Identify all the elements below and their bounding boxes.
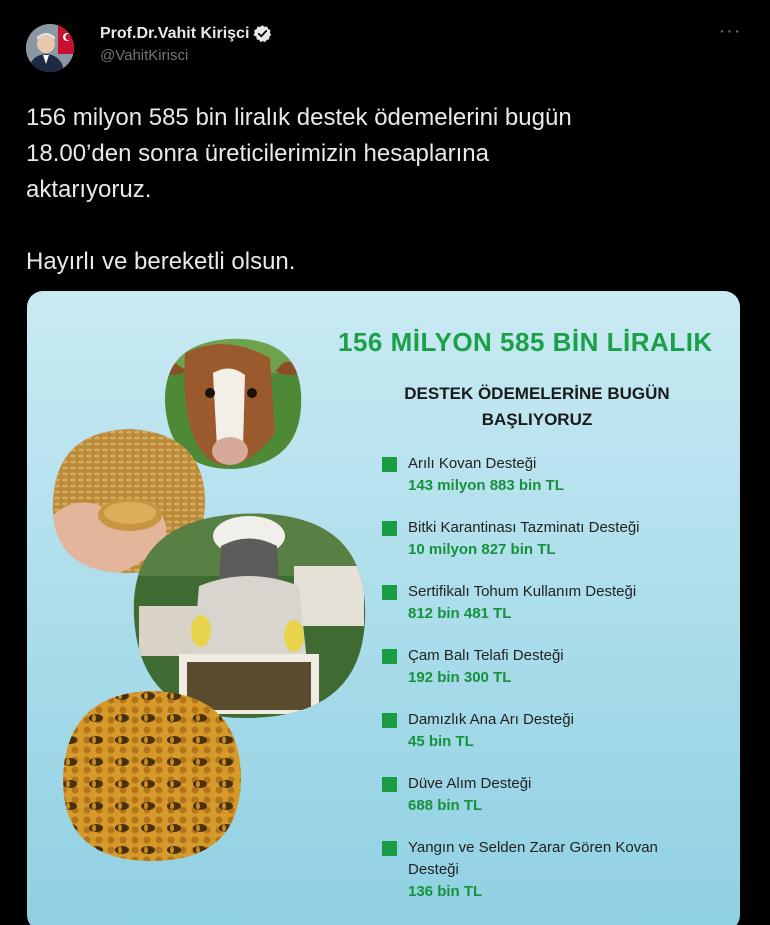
- green-square-bullet-icon: [382, 777, 397, 792]
- item-amount: 688 bin TL: [408, 797, 483, 814]
- green-square-bullet-icon: [382, 841, 397, 856]
- support-payment-list: [382, 453, 722, 923]
- green-square-bullet-icon: [382, 649, 397, 664]
- author-name-text[interactable]: Prof.Dr.Vahit Kirişci: [100, 24, 250, 42]
- item-name: Çam Balı Telafi Desteği: [408, 647, 564, 664]
- honeycomb-bees-photo: [57, 685, 247, 865]
- tweet-line: Hayırlı ve bereketli olsun.: [26, 248, 296, 275]
- list-item: [382, 645, 722, 689]
- item-name-continued: Desteği: [408, 861, 459, 878]
- item-amount: 192 bin 300 TL: [408, 669, 512, 686]
- subhead-line: DESTEK ÖDEMELERİNE BUGÜN: [404, 384, 670, 403]
- list-item: [382, 709, 722, 753]
- item-name: Düve Alım Desteği: [408, 775, 532, 792]
- green-square-bullet-icon: [382, 521, 397, 536]
- item-name: Bitki Karantinası Tazminatı Desteği: [408, 519, 640, 536]
- item-name: Yangın ve Selden Zarar Gören Kovan: [408, 839, 658, 856]
- list-item: [382, 837, 722, 903]
- item-amount: 45 bin TL: [408, 733, 474, 750]
- tweet-line: 18.00’den sonra üreticilerimizin hesaplarına: [26, 140, 489, 167]
- infographic-subhead: [357, 381, 717, 433]
- item-name: Sertifikalı Tohum Kullanım Desteği: [408, 583, 637, 600]
- item-amount: 812 bin 481 TL: [408, 605, 512, 622]
- green-square-bullet-icon: [382, 457, 397, 472]
- list-item: [382, 453, 722, 497]
- infographic-headline: 156 MİLYON 585 BİN LİRALIK: [338, 327, 713, 357]
- item-amount: 143 milyon 883 bin TL: [408, 477, 564, 494]
- item-amount: 10 milyon 827 bin TL: [408, 541, 556, 558]
- item-name: Damızlık Ana Arı Desteği: [408, 711, 574, 728]
- tweet-text: [26, 100, 746, 280]
- item-amount: 136 bin TL: [408, 883, 483, 900]
- author-info: [100, 24, 272, 64]
- list-item: [382, 773, 722, 817]
- person-avatar-icon: [26, 24, 74, 72]
- tweet-media-image[interactable]: [27, 291, 740, 925]
- green-square-bullet-icon: [382, 585, 397, 600]
- author-name[interactable]: [100, 24, 272, 43]
- author-avatar[interactable]: [26, 24, 74, 72]
- tweet-header: [0, 0, 770, 90]
- author-handle[interactable]: @VahitKirisci: [100, 47, 189, 64]
- green-square-bullet-icon: [382, 713, 397, 728]
- list-item: [382, 581, 722, 625]
- tweet-line: 156 milyon 585 bin liralık destek ödemelerini bugün: [26, 104, 572, 131]
- more-options-button[interactable]: [715, 20, 745, 44]
- item-name: Arılı Kovan Desteği: [408, 455, 537, 472]
- subhead-line: BAŞLIYORUZ: [481, 410, 593, 429]
- list-item: [382, 517, 722, 561]
- more-horizontal-icon: ···: [718, 20, 742, 42]
- tweet-line: aktarıyoruz.: [26, 176, 152, 203]
- verified-badge-icon: [253, 24, 272, 43]
